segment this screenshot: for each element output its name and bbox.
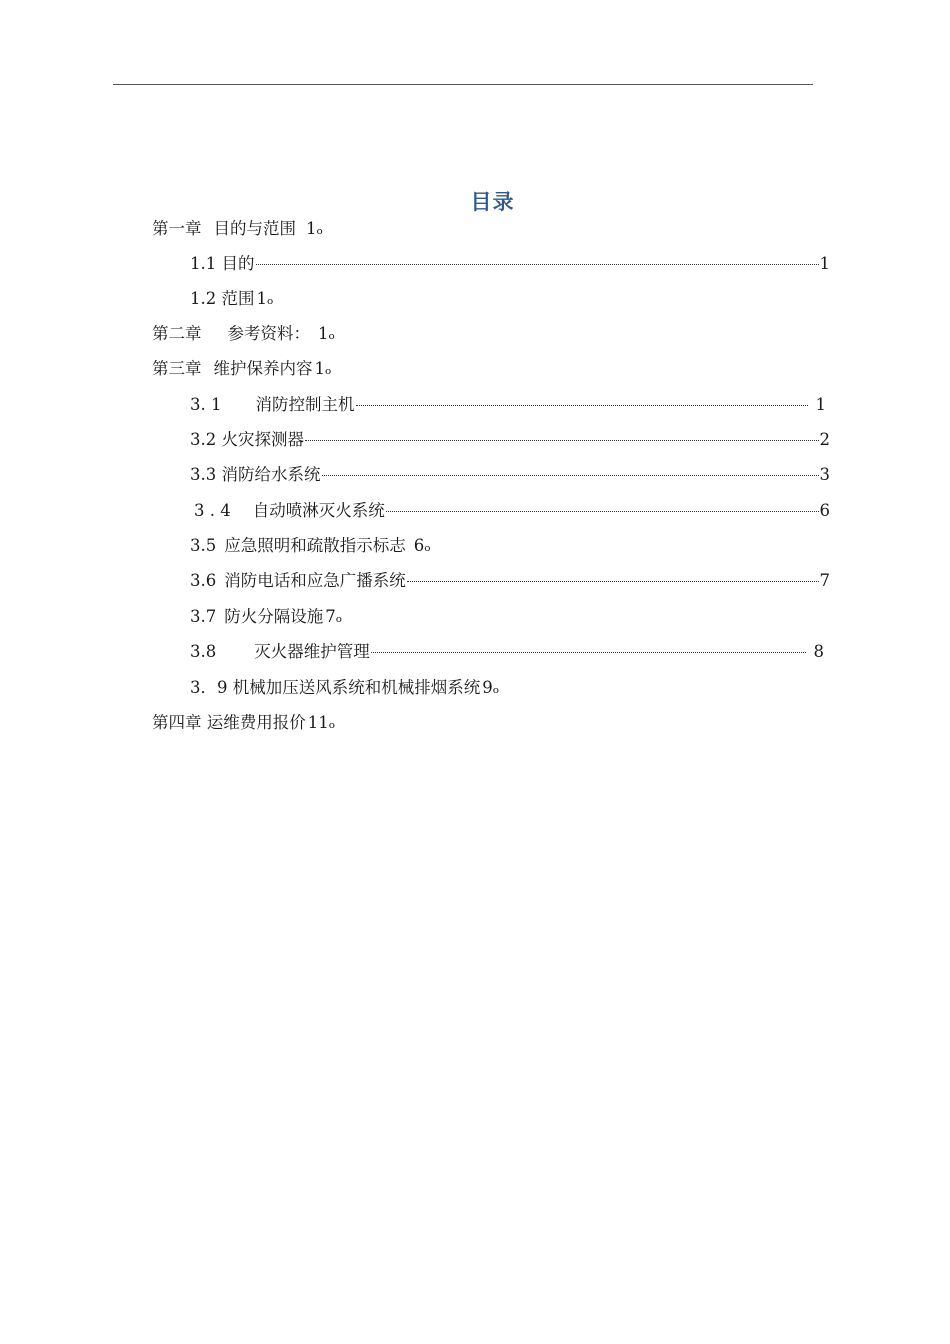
toc-entry-label: 应急照明和疏散指示标志 (224, 536, 406, 555)
toc-entry-page: 6 (819, 501, 830, 520)
dot-leader (386, 493, 819, 512)
toc-entry-number: 3 . 4 (194, 501, 231, 520)
toc-entry-label: 3．9 机械加压送风系统和机械排烟系统 (190, 678, 481, 697)
dot-leader (407, 563, 819, 582)
dot-leader (305, 422, 819, 441)
toc-entry-number: 3.5 (190, 536, 217, 555)
toc-entry-label: 1.2 范围 (190, 289, 255, 308)
toc-entry-page: 8 (813, 642, 824, 661)
toc-entry-label: 灭火器维护管理 (254, 642, 370, 661)
toc-entry-3-6[interactable] (190, 566, 830, 596)
header-rule (113, 84, 813, 85)
toc-title: 目录 (470, 190, 515, 214)
toc-entry-page: 1ₒ (256, 289, 274, 308)
toc-entry-number: 第一章 (152, 219, 202, 238)
toc-entry-3-4[interactable] (194, 496, 830, 526)
toc-entry-page: 6ₒ (413, 536, 431, 555)
toc-entry-page: 1ₒ (318, 324, 335, 343)
toc-entry-page: 1ₒ (314, 359, 332, 378)
toc-entry-label: 目的与范围 (213, 219, 296, 238)
toc-entry-label: 维护保养内容 (213, 359, 313, 378)
dot-leader (256, 246, 819, 265)
dot-leader (356, 387, 808, 406)
toc-entry-3-7[interactable] (190, 602, 342, 632)
toc-entry-label: 消防电话和应急广播系统 (224, 571, 406, 590)
toc-entry-chapter-4[interactable] (152, 708, 335, 738)
toc-entry-number: 3.8 (190, 642, 217, 661)
toc-entry-page: 7 (819, 571, 830, 590)
toc-entry-page: 11ₒ (307, 713, 336, 732)
toc-entry-3-3[interactable] (190, 460, 830, 490)
toc-entry-page: 7ₒ (325, 607, 343, 626)
dot-leader (371, 634, 806, 653)
toc-entry-chapter-3[interactable] (152, 354, 331, 384)
toc-entry-number: 3. 1 (190, 395, 222, 414)
toc-entry-page: 1ₒ (306, 219, 323, 238)
toc-entry-chapter-2[interactable] (152, 319, 335, 349)
toc-entry-3-1[interactable] (190, 390, 826, 420)
toc-entry-1-1[interactable] (190, 249, 830, 279)
toc-entry-label: 参考资料： (227, 324, 310, 343)
toc-entry-1-2[interactable] (190, 284, 273, 314)
toc-entry-label: 1.1 目的 (190, 254, 255, 273)
toc-entry-page: 2 (819, 430, 830, 449)
toc-entry-label: 消防控制主机 (255, 395, 355, 414)
toc-entry-number: 第三章 (152, 359, 202, 378)
toc-entry-number: 3.6 (190, 571, 217, 590)
toc-entry-number: 3.7 (190, 607, 217, 626)
toc-entry-label: 3.3 消防给水系统 (190, 465, 321, 484)
toc-entry-label: 第四章 运维费用报价 (152, 713, 306, 732)
toc-entry-page: 1 (815, 395, 826, 414)
toc-entry-chapter-1[interactable] (152, 214, 323, 244)
dot-leader (322, 457, 819, 476)
toc-entry-page: 9ₒ (482, 678, 500, 697)
toc-entry-label: 3.2 火灾探测器 (190, 430, 304, 449)
toc-entry-3-5[interactable] (190, 531, 431, 561)
toc-entry-3-8[interactable] (190, 637, 824, 667)
toc-entry-3-2[interactable] (190, 425, 830, 455)
toc-entry-label: 防火分隔设施 (224, 607, 324, 626)
toc-entry-page: 3 (819, 465, 830, 484)
toc-entry-page: 1 (819, 254, 830, 273)
toc-entry-label: 自动喷淋灭火系统 (252, 501, 385, 520)
toc-entry-3-9[interactable] (190, 673, 499, 703)
toc-entry-number: 第二章 (152, 324, 202, 343)
